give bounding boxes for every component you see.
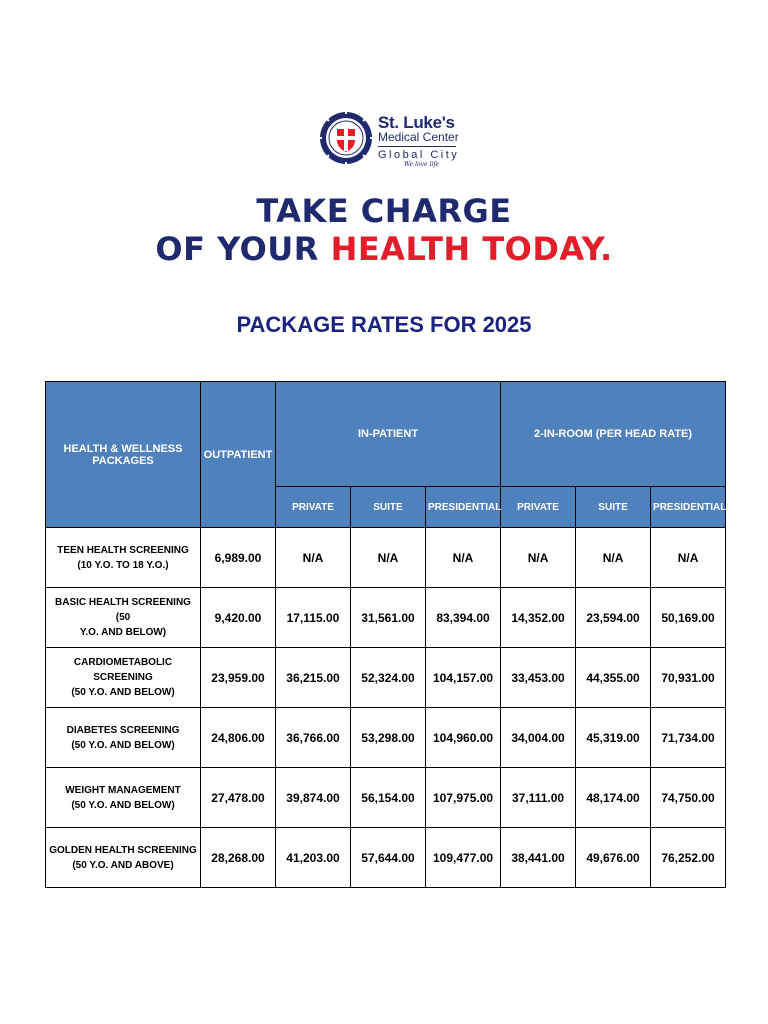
header-two-in-room: 2-IN-ROOM (PER HEAD RATE) [501,382,726,487]
rate-cell: 44,355.00 [576,648,651,708]
header-packages: HEALTH & WELLNESS PACKAGES [46,382,201,528]
subheader-two-in-room-suite: SUITE [576,487,651,528]
rate-cell: 14,352.00 [501,588,576,648]
rate-cell: 36,215.00 [276,648,351,708]
rate-cell: 74,750.00 [651,768,726,828]
rate-cell: 49,676.00 [576,828,651,888]
table-row [46,828,726,888]
rate-cell: 83,394.00 [426,588,501,648]
package-name: DIABETES SCREENING [66,724,180,736]
package-rates-table [45,381,726,888]
table-row [46,528,726,588]
package-name-cell [46,648,201,708]
rate-cell: 27,478.00 [201,768,276,828]
hospital-seal-icon [318,110,374,166]
package-name: CARDIOMETABOLIC SCREENING [73,657,173,683]
rate-cell: 56,154.00 [351,768,426,828]
package-age-note: (10 Y.O. TO 18 Y.O.) [77,559,169,571]
subheader-inpatient-private: PRIVATE [276,487,351,528]
package-age-note: (50 Y.O. AND BELOW) [71,739,175,751]
package-name: BASIC HEALTH SCREENING (50 [55,597,191,623]
table-row [46,708,726,768]
rate-cell: N/A [501,528,576,588]
rate-cell: N/A [276,528,351,588]
rate-cell: 36,766.00 [276,708,351,768]
header-inpatient: IN-PATIENT [276,382,501,487]
package-name: GOLDEN HEALTH SCREENING [49,844,197,856]
rate-cell: 52,324.00 [351,648,426,708]
rate-cell: 41,203.00 [276,828,351,888]
rate-cell: 104,157.00 [426,648,501,708]
rate-cell: 50,169.00 [651,588,726,648]
rate-cell: 37,111.00 [501,768,576,828]
package-age-note: (50 Y.O. AND ABOVE) [72,859,174,871]
logo-divider [378,146,456,147]
rate-cell: 70,931.00 [651,648,726,708]
rate-cell: 57,644.00 [351,828,426,888]
rate-cell: N/A [651,528,726,588]
headline-prefix: OF YOUR [155,230,331,268]
rate-cell: 48,174.00 [576,768,651,828]
logo-name: St. Luke's [378,113,455,132]
rate-cell: 9,420.00 [201,588,276,648]
package-name-cell [46,828,201,888]
table-row [46,768,726,828]
rate-cell: 109,477.00 [426,828,501,888]
rate-cell: 31,561.00 [351,588,426,648]
package-age-note: (50 Y.O. AND BELOW) [71,687,175,698]
subheader-two-in-room-presidential: PRESIDENTIAL [651,487,726,528]
headline-highlight: HEALTH TODAY [330,230,600,268]
package-name-cell [46,768,201,828]
subheader-two-in-room-private: PRIVATE [501,487,576,528]
headline-suffix: . [599,230,613,268]
package-name-cell [46,708,201,768]
rate-cell: 53,298.00 [351,708,426,768]
logo-city: Global City [378,149,460,161]
rate-cell: N/A [426,528,501,588]
rate-cell: 28,268.00 [201,828,276,888]
table-row [46,588,726,648]
logo-subtitle: Medical Center [378,130,459,144]
subheader-inpatient-presidential: PRESIDENTIAL [426,487,501,528]
rate-cell: 71,734.00 [651,708,726,768]
package-age-note: (50 Y.O. AND BELOW) [71,799,175,811]
rate-cell: 76,252.00 [651,828,726,888]
rate-cell: 104,960.00 [426,708,501,768]
package-name: TEEN HEALTH SCREENING [57,544,189,556]
rate-cell: 45,319.00 [576,708,651,768]
rate-cell: 33,453.00 [501,648,576,708]
rate-cell: 23,959.00 [201,648,276,708]
rate-cell: 24,806.00 [201,708,276,768]
header-outpatient: OUTPATIENT [201,382,276,528]
rate-cell: 17,115.00 [276,588,351,648]
package-name-cell [46,588,201,648]
rate-cell: 6,989.00 [201,528,276,588]
package-age-note: Y.O. AND BELOW) [79,627,167,638]
rate-cell: 34,004.00 [501,708,576,768]
package-name: WEIGHT MANAGEMENT [65,784,181,796]
logo-tagline: We love life [404,161,440,168]
page-title: PACKAGE RATES FOR 2025 [236,312,532,337]
table-row [46,648,726,708]
rate-cell: N/A [351,528,426,588]
subheader-inpatient-suite: SUITE [351,487,426,528]
rate-cell: 23,594.00 [576,588,651,648]
rate-cell: 38,441.00 [501,828,576,888]
rate-cell: 107,975.00 [426,768,501,828]
headline-line-1: TAKE CHARGE [256,192,512,230]
package-name-cell [46,528,201,588]
headline-line-2 [0,230,768,268]
hospital-logo [318,110,478,172]
rate-cell: 39,874.00 [276,768,351,828]
rate-cell: N/A [576,528,651,588]
